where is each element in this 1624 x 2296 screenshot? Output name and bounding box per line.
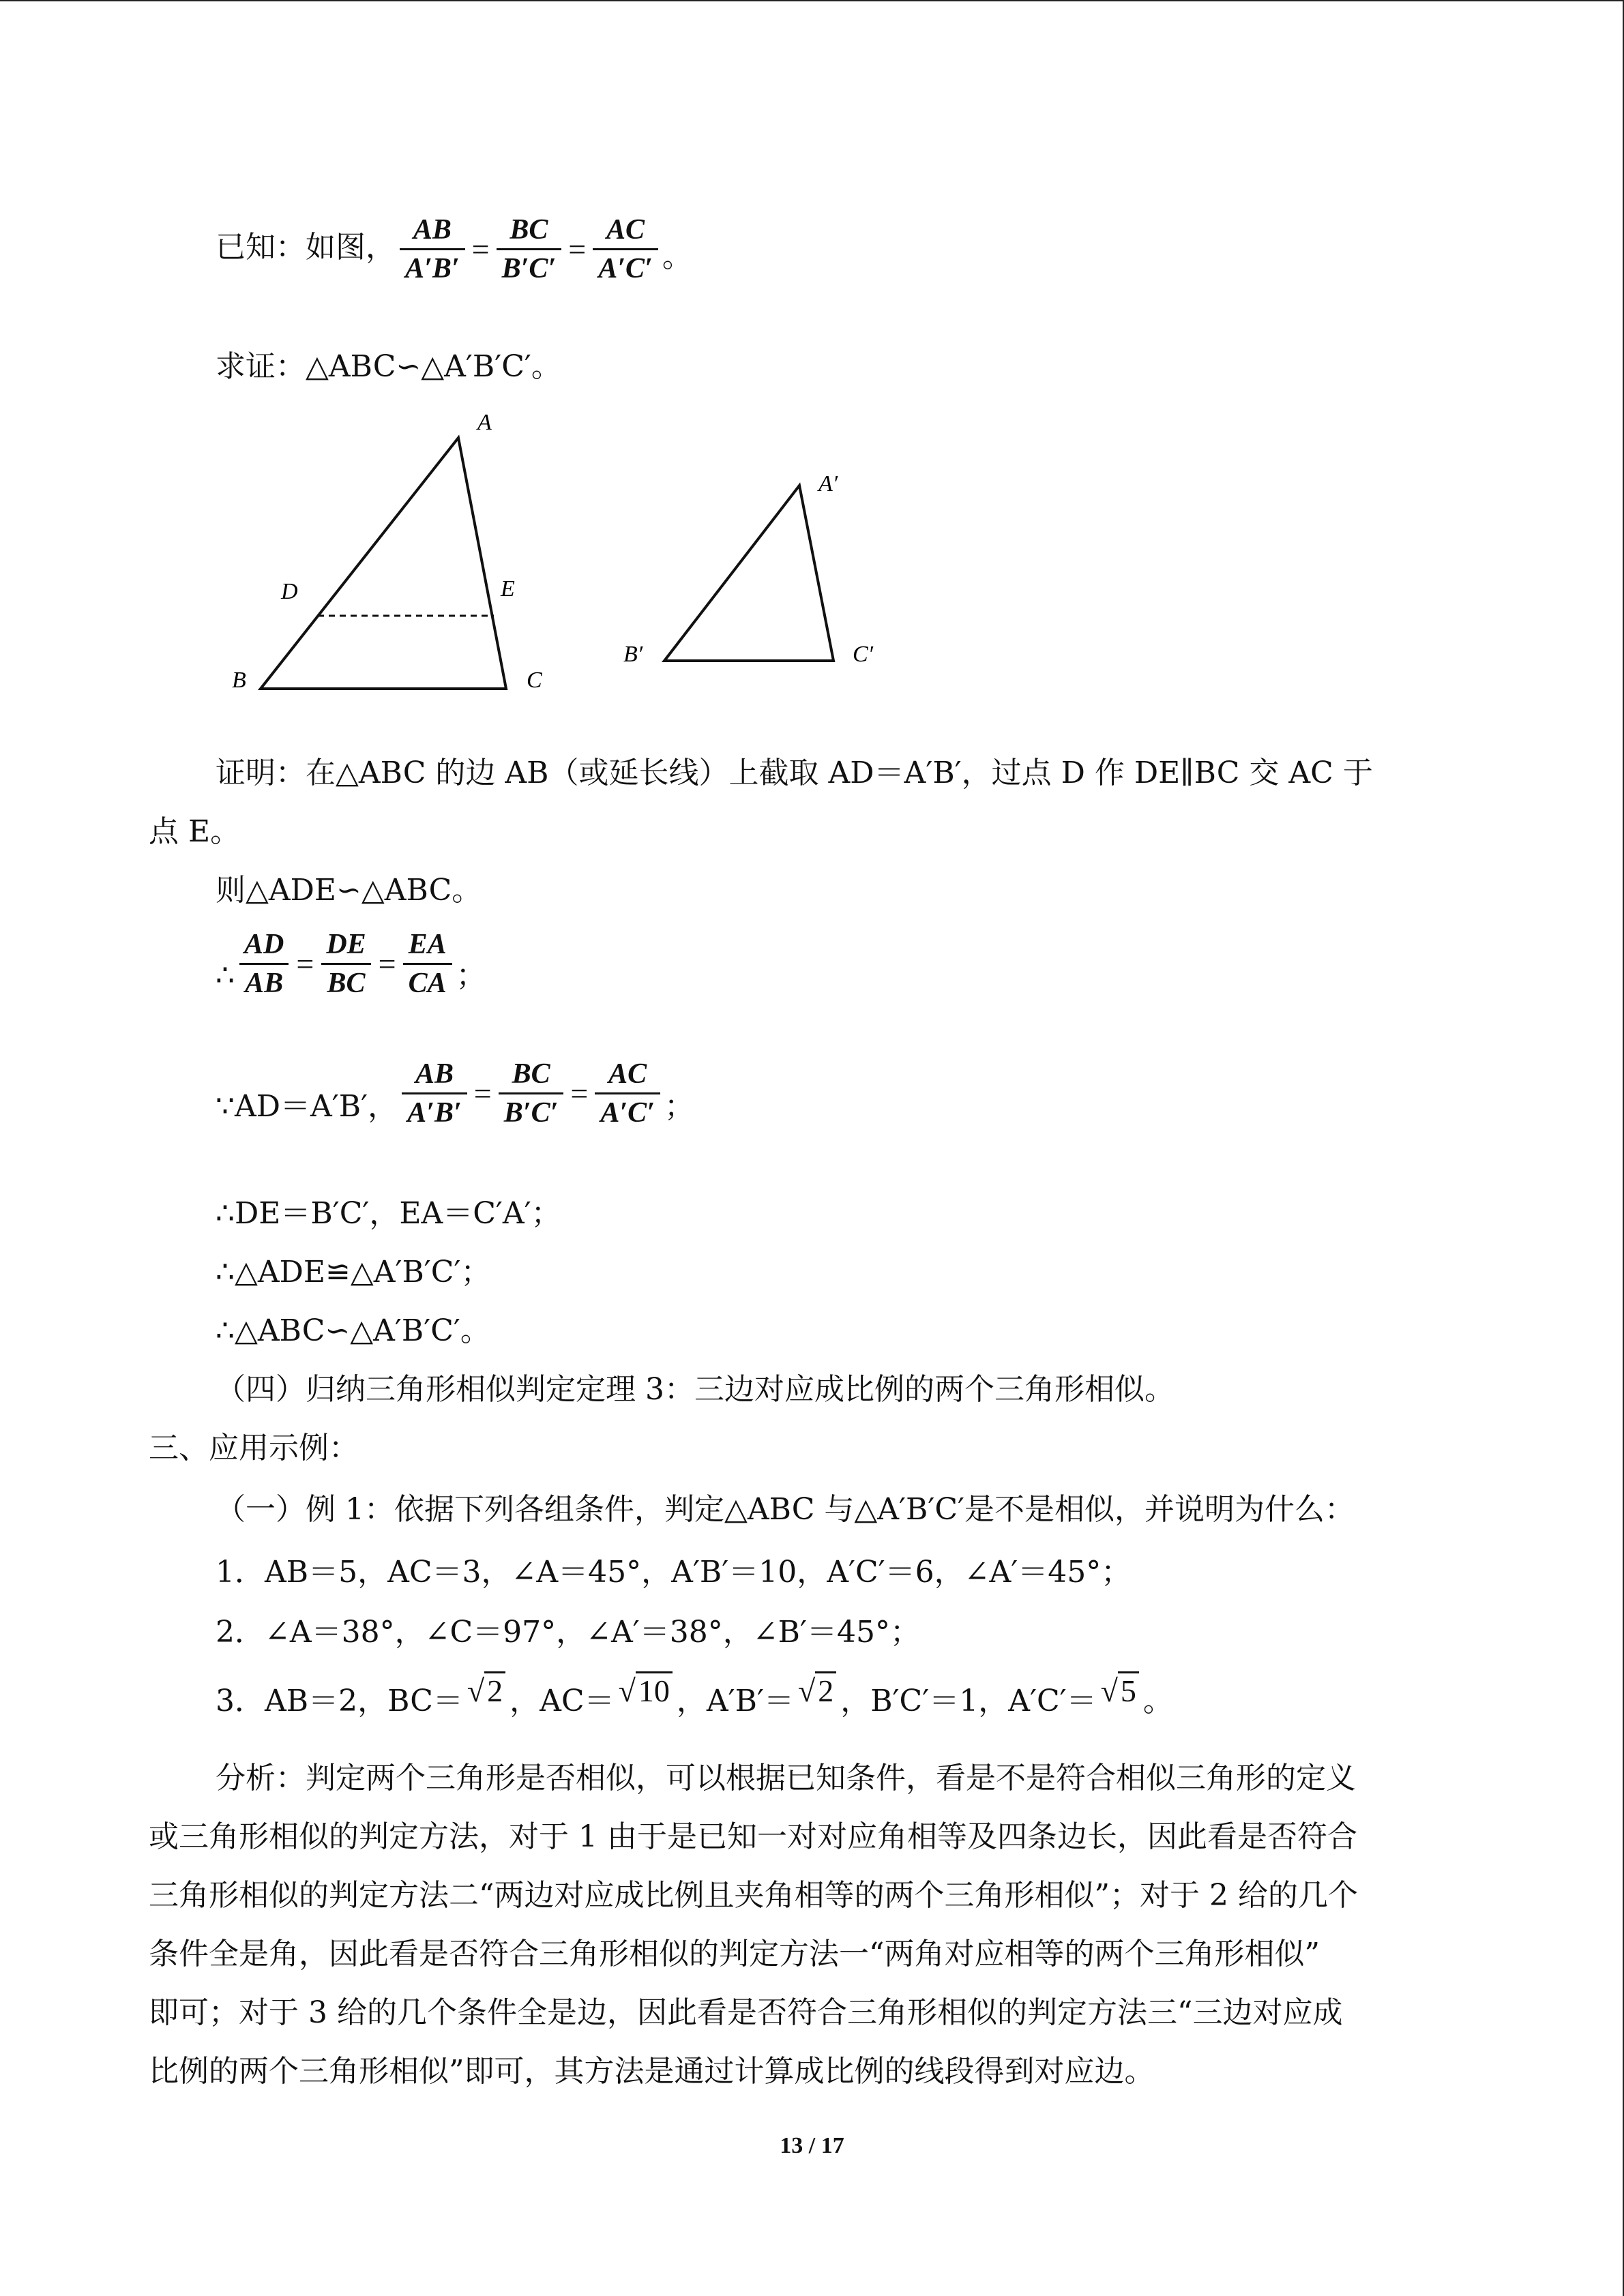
analysis-line: 三角形相似的判定方法二“两边对应成比例且夹角相等的两个三角形相似”；对于 2 给的几个 <box>149 1878 1358 1913</box>
label-d: D <box>281 579 298 604</box>
section-heading: 三、应用示例： <box>149 1431 359 1465</box>
proof-step: ∴△ABC∽△A′B′C′。 <box>216 1313 490 1348</box>
fraction: $\frac{DE}{BC}$ <box>321 927 371 1000</box>
example-item: 2．∠A＝38°，∠C＝97°，∠A′＝38°，∠B′＝45°； <box>216 1615 920 1650</box>
label-b: B <box>232 668 246 693</box>
label-b-prime: B′ <box>623 642 643 667</box>
sqrt-expression: √2 <box>467 1673 505 1708</box>
proof-line: 点 E。 <box>149 814 241 849</box>
page-number: 13 / 17 <box>780 2133 844 2158</box>
label-c: C <box>527 668 542 693</box>
sqrt-expression: √5 <box>1101 1673 1139 1708</box>
example-heading: （一）例 1：依据下列各组条件，判定△ABC 与△A′B′C′是不是相似，并说明为什么： <box>216 1492 1355 1527</box>
fraction: $\frac{AC}{A'C'}$ <box>595 1057 660 1130</box>
proof-step-given: ∵AD＝A′B′， $\frac{AB}{A'B'}$ = $\frac{BC}{B'C'}$ = $\frac{AC}{A'C'}$ ； <box>216 1058 695 1129</box>
label-a: A <box>477 410 492 435</box>
sqrt-expression: √2 <box>798 1673 836 1708</box>
triangle-a2b2c2 <box>664 486 833 661</box>
fraction: $\frac{AB}{A'B'}$ <box>402 1057 467 1130</box>
proof-step-ratio: ∴ $\frac{AD}{AB}$ = $\frac{DE}{BC}$ = $\frac{EA}{CA}$ ； <box>216 929 486 999</box>
fraction: $\frac{AC}{A'C'}$ <box>593 213 658 286</box>
label-e: E <box>501 576 515 601</box>
analysis-line: 或三角形相似的判定方法，对于 1 由于是已知一对对应角相等及四条边长，因此看是否符合 <box>149 1819 1357 1854</box>
given-ratio: $\frac{AB}{A'B'}$ = $\frac{BC}{B'C'}$ = $\frac{AC}{A'C'}$ <box>396 213 662 286</box>
triangle-abc <box>261 438 506 689</box>
proof-step: ∴DE＝B′C′，EA＝C′A′； <box>216 1196 561 1231</box>
label-c-prime: C′ <box>853 642 874 667</box>
fraction: $\frac{BC}{B'C'}$ <box>499 1057 564 1130</box>
theorem-statement: （四）归纳三角形相似判定定理 3：三边对应成比例的两个三角形相似。 <box>216 1372 1175 1407</box>
page-border <box>0 0 1624 1</box>
analysis-line: 比例的两个三角形相似”即可，其方法是通过计算成比例的线段得到对应边。 <box>149 2054 1155 2089</box>
sqrt-expression: √10 <box>619 1673 673 1708</box>
proof-step: ∴△ADE≌△A′B′C′； <box>216 1255 491 1289</box>
triangle-figure <box>218 402 914 702</box>
analysis-line: 分析：判定两个三角形是否相似，可以根据已知条件，看是不是符合相似三角形的定义 <box>216 1761 1356 1795</box>
example-item: 3．AB＝2，BC＝ √2 ，AC＝ √10 ，A′B′＝ √2 ，B′C′＝1，A′C′＝ √5 。 <box>216 1682 1173 1720</box>
proof-line: 则△ADE∽△ABC。 <box>216 873 482 908</box>
analysis-line: 条件全是角，因此看是否符合三角形相似的判定方法一“两角对应相等的两个三角形相似” <box>149 1937 1320 1971</box>
fraction: $\frac{AD}{AB}$ <box>239 927 289 1000</box>
prove-statement: 求证：△ABC∽△A′B′C′。 <box>216 349 561 384</box>
given-line: 已知：如图， $\frac{AB}{A'B'}$ = $\frac{BC}{B'C'}$ = $\frac{AC}{A'C'}$ 。 <box>216 214 692 284</box>
label-a-prime: A′ <box>818 471 838 496</box>
fraction: $\frac{EA}{CA}$ <box>403 927 452 1000</box>
fraction: $\frac{AB}{A'B'}$ <box>400 213 465 286</box>
given-label: 已知：如图， <box>216 230 396 265</box>
analysis-line: 即可；对于 3 给的几个条件全是边，因此看是否符合三角形相似的判定方法三“三边对应成 <box>149 1995 1343 2030</box>
example-item: 1．AB＝5，AC＝3，∠A＝45°，A′B′＝10，A′C′＝6，∠A′＝45°； <box>216 1555 1132 1590</box>
proof-line: 证明：在△ABC 的边 AB（或延长线）上截取 AD＝A′B′，过点 D 作 DE∥BC 交 AC 于 <box>216 756 1373 790</box>
fraction: $\frac{BC}{B'C'}$ <box>497 213 562 286</box>
